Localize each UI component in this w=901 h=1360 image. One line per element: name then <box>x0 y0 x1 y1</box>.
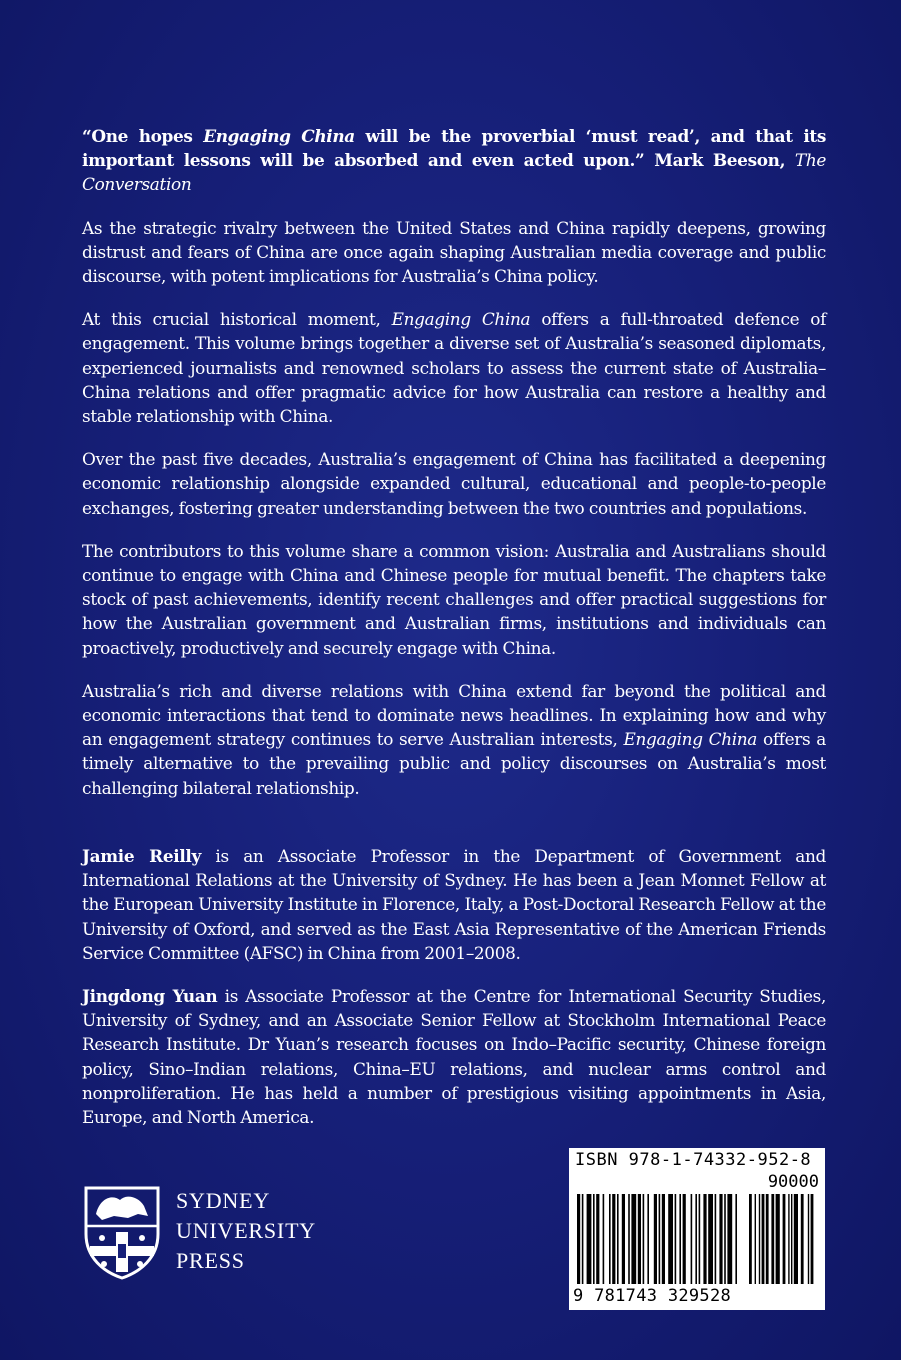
press-name <box>176 1186 316 1276</box>
author-bios <box>82 844 826 1148</box>
paragraph-3: Over the past five decades, Australia’s engagement of China has facilitated a deepening economic relationship alongside expanded cultural, educational and people-to-people exchanges, fostering greater understanding between the two countries and populations. <box>82 449 826 518</box>
paragraph-1: As the strategic rivalry between the United States and China rapidly deepens, growing distrust and fears of China are once again shaping Australian media coverage and public discourse, with potent implications for Australia’s China policy. <box>82 217 826 287</box>
quote-source: The Conversation <box>82 150 826 195</box>
review-quote <box>82 124 826 197</box>
bio-reilly-name: Jamie Reilly <box>82 846 201 866</box>
bio-reilly <box>82 844 826 965</box>
paragraph-5-end: offers a timely alternative to the prevailing public and policy discourses on Australia’s most challenging bilateral relationship. <box>82 729 827 798</box>
press-name-line-3: PRESS <box>176 1248 245 1273</box>
paragraph-4: The contributors to this volume share a common vision: Australia and Australians should continue to engage with China and Chinese people for mutual benefit. The chapters take stock of past achievements, identify recent challenges and offer practical suggestions for how the Australian government and Australian firms, institutions and individuals can proactively, productively and securely engage with China. <box>82 540 826 658</box>
barcode-bars-icon <box>577 1194 817 1286</box>
isbn-label: ISBN 978-1-74332-952-8 <box>575 1150 812 1170</box>
paragraph-5-start: Australia’s rich and diverse relations with China extend far beyond the political and economic interactions that tend to dominate news headlines. In explaining how and why an engagement strategy continues to serve Australian interests, <box>82 680 826 750</box>
isbn-digits: 9 781743 329528 <box>573 1286 732 1306</box>
quote-open: “One hopes <box>82 126 204 146</box>
paragraph-2 <box>82 307 826 428</box>
press-name-line-2: UNIVERSITY <box>176 1218 316 1243</box>
bio-reilly-text: is an Associate Professor in the Department of Government and International Relations at the University of Sydney. He has been a Jean Monnet Fellow at the European University Institute in Florence, Italy, a Post-Doctoral Research Fellow at the University of Oxford, and served as the East Asia Representative of the American Friends Service Committee (AFSC) in China from 2001–2008. <box>82 846 827 963</box>
isbn-barcode <box>569 1148 825 1310</box>
price-code: 90000 <box>767 1172 819 1192</box>
paragraph-2-end: offers a full-throated defence of engagement. This volume brings together a diverse set of Australia’s seasoned diplomats, experienced journalists and renowned scholars to assess the current state of Australia–China relations and offer pragmatic advice for how Australia can restore a healthy and stable relationship with China. <box>82 309 827 427</box>
quote-author: Mark Beeson, <box>644 150 795 171</box>
paragraph-5-title: Engaging China <box>623 729 758 750</box>
bio-yuan-name: Jingdong Yuan <box>82 986 218 1007</box>
bio-yuan-text: is Associate Professor at the Centre for International Security Studies, University of Sydney, and an Associate Senior Fellow at Stockholm International Peace Research Institute. Dr Yuan’s research focuses on Indo–Pacific security, Chinese foreign policy, Sino–Indian relations, China–EU relations, and nuclear arms control and nonproliferation. He has held a number of prestigious visiting appointments in Asia, Europe, and North America. <box>82 986 826 1128</box>
paragraph-5 <box>82 679 826 800</box>
bio-yuan <box>82 984 826 1129</box>
quote-text: will be the proverbial ‘must read’, and that its important lessons will be absorbed and even acted upon.” <box>82 126 826 171</box>
paragraph-2-title: Engaging China <box>391 309 531 330</box>
paragraph-2-start: At this crucial historical moment, <box>82 309 392 330</box>
blurb-content <box>82 124 826 819</box>
press-name-line-1: SYDNEY <box>176 1188 271 1213</box>
quote-book-title: Engaging China <box>203 126 355 146</box>
publisher-logo <box>82 1184 316 1280</box>
university-crest-icon <box>82 1184 162 1280</box>
